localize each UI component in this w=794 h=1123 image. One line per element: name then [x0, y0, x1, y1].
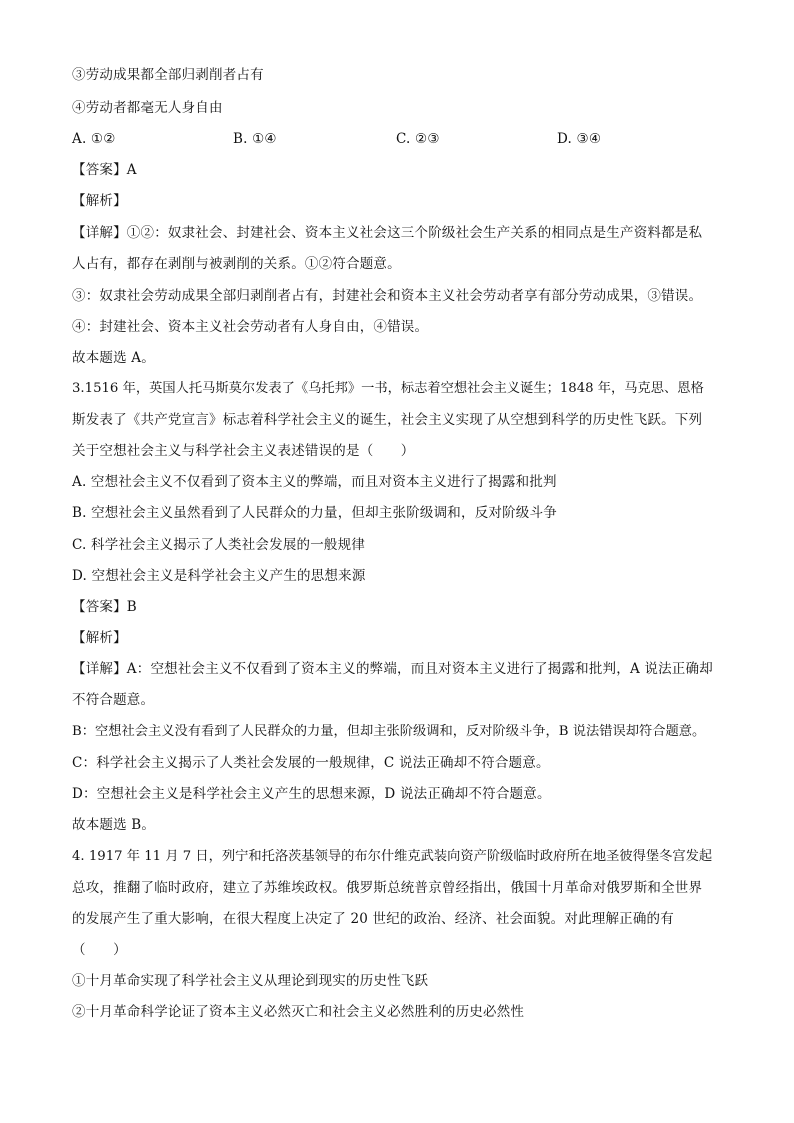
q2-detail-line-1: 【详解】①②：奴隶社会、封建社会、资本主义社会这三个阶级社会生产关系的相同点是生产资料都是私 — [72, 225, 703, 241]
q3-detail-line-1: 【详解】A：空想社会主义不仅看到了资本主义的弊端，而且对资本主义进行了揭露和批判，A 说法正确却 — [72, 661, 713, 677]
q3-analysis-heading: 【解析】 — [72, 630, 127, 646]
q3-option-b: B. 空想社会主义虽然看到了人民群众的力量，但却主张阶级调和，反对阶级斗争 — [72, 505, 557, 521]
q2-detail-line-3: ③：奴隶社会劳动成果全部归剥削者占有，封建社会和资本主义社会劳动者享有部分劳动成果，③错误。 — [72, 288, 703, 304]
q2-option-d: D. ③④ — [557, 131, 602, 147]
q2-option-c: C. ②③ — [396, 131, 440, 147]
q3-detail-line-5: D：空想社会主义是科学社会主义产生的思想来源，D 说法正确却不符合题意。 — [72, 786, 551, 802]
q4-stem-line-1: 4. 1917 年 11 月 7 日，列宁和托洛茨基领导的布尔什维克武装向资产阶级临时政府所在地圣彼得堡冬宫发起 — [72, 849, 713, 864]
q2-item-4: ④劳动者都毫无人身自由 — [72, 100, 223, 116]
q2-option-b: B. ①④ — [233, 131, 277, 147]
q4-stem-line-4: （ ） — [72, 942, 127, 958]
q3-answer: 【答案】B — [72, 599, 137, 615]
q2-answer: 【答案】A — [72, 162, 137, 178]
q3-option-c: C. 科学社会主义揭示了人类社会发展的一般规律 — [72, 537, 366, 553]
q2-detail-line-2: 人占有，都存在剥削与被剥削的关系。①②符合题意。 — [72, 256, 401, 272]
q2-option-a: A. ①② — [72, 131, 116, 147]
q3-detail-line-3: B：空想社会主义没有看到了人民群众的力量，但却主张阶级调和，反对阶级斗争，B 说法错误却符合题意。 — [72, 724, 706, 739]
q2-conclusion: 故本题选 A。 — [72, 350, 155, 366]
q3-option-d: D. 空想社会主义是科学社会主义产生的思想来源 — [72, 568, 366, 584]
q4-item-1: ①十月革命实现了科学社会主义从理论到现实的历史性飞跃 — [72, 973, 429, 989]
q3-stem-line-3: 关于空想社会主义与科学社会主义表述错误的是（ ） — [72, 443, 415, 459]
q4-item-2: ②十月革命科学论证了资本主义必然灭亡和社会主义必然胜利的历史必然性 — [72, 1004, 525, 1020]
q3-stem-line-2: 斯发表了《共产党宣言》标志着科学社会主义的诞生，社会主义实现了从空想到科学的历史性飞跃。下列 — [72, 412, 703, 428]
q3-detail-line-2: 不符合题意。 — [72, 692, 155, 708]
q3-detail-line-4: C：科学社会主义揭示了人类社会发展的一般规律，C 说法正确却不符合题意。 — [72, 755, 550, 771]
q4-stem-line-3: 的发展产生了重大影响，在很大程度上决定了 20 世纪的政治、经济、社会面貌。对此理解正确的有 — [72, 911, 674, 927]
q3-option-a: A. 空想社会主义不仅看到了资本主义的弊端，而且对资本主义进行了揭露和批判 — [72, 474, 557, 490]
q2-analysis-heading: 【解析】 — [72, 193, 127, 209]
q3-conclusion: 故本题选 B。 — [72, 817, 156, 833]
q3-stem-line-1: 3.1516 年，英国人托马斯莫尔发表了《乌托邦》一书，标志着空想社会主义诞生；1848 年，马克思、恩格 — [72, 381, 704, 396]
q2-detail-line-4: ④：封建社会、资本主义社会劳动者有人身自由，④错误。 — [72, 319, 429, 335]
q2-item-3: ③劳动成果都全部归剥削者占有 — [72, 67, 264, 83]
q4-stem-line-2: 总攻，推翻了临时政府，建立了苏维埃政权。俄罗斯总统普京曾经指出，俄国十月革命对俄罗斯和全世界 — [72, 880, 703, 896]
